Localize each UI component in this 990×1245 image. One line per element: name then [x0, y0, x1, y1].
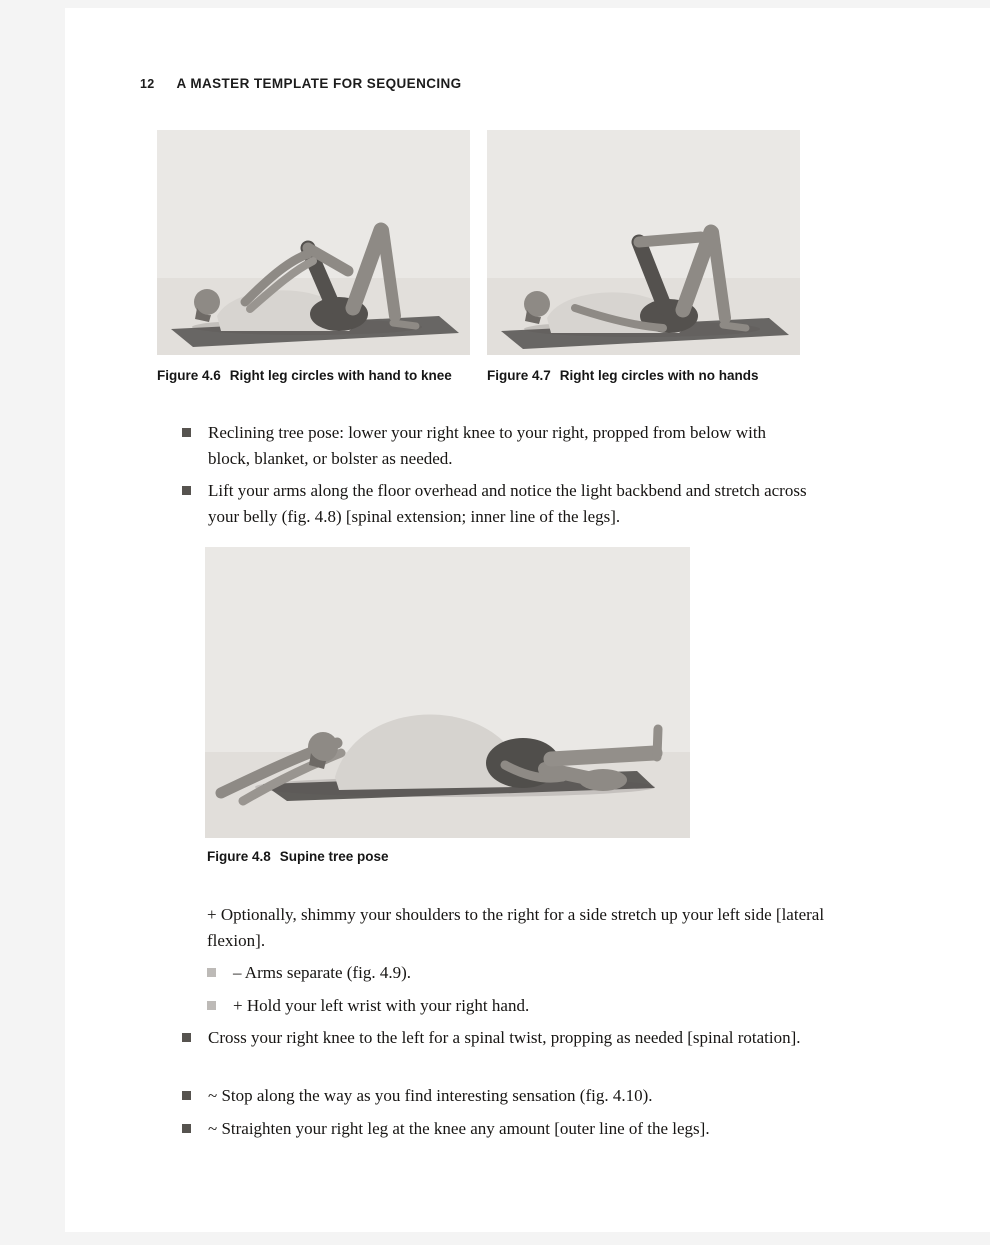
- figure-label: Figure 4.7: [487, 368, 551, 383]
- paragraph-optional-side-stretch: + Optionally, shimmy your shoulders to the right for a side stretch up your left side [lateral flexion].: [207, 905, 825, 950]
- list-item: [182, 478, 808, 530]
- list-item-text: + Hold your left wrist with your right hand.: [233, 996, 530, 1015]
- list-item-text: Reclining tree pose: lower your right knee to your right, propped from below with block, blanket, or bolster as needed.: [208, 423, 767, 468]
- figure-caption-text: Right leg circles with hand to knee: [229, 368, 452, 383]
- book-page: [65, 8, 990, 1232]
- square-bullet-icon: [182, 486, 191, 495]
- square-bullet-icon: [182, 1091, 191, 1100]
- list-item: [182, 1025, 808, 1051]
- sub-list-item: [207, 960, 793, 986]
- list-item: [182, 1116, 808, 1142]
- figure-4-7-illustration: [487, 130, 800, 355]
- figure-4-8-illustration: [205, 547, 690, 838]
- sub-list-item: [207, 993, 793, 1019]
- figure-label: Figure 4.6: [157, 368, 221, 383]
- figure-caption-text: Right leg circles with no hands: [559, 368, 759, 383]
- figure-4-7-caption: [487, 368, 759, 383]
- list-item-text: ~ Stop along the way as you find interesting sensation (fig. 4.10).: [208, 1086, 653, 1105]
- page-number: 12: [140, 77, 155, 91]
- list-item-text: – Arms separate (fig. 4.9).: [233, 963, 411, 982]
- list-item: [182, 420, 808, 472]
- figure-4-6-illustration: [157, 130, 470, 355]
- figure-4-6-photo: [157, 130, 470, 355]
- figure-label: Figure 4.8: [207, 849, 271, 864]
- chapter-title: A MASTER TEMPLATE FOR SEQUENCING: [176, 76, 462, 91]
- square-bullet-icon: [182, 428, 191, 437]
- figure-4-8-photo: [205, 547, 690, 838]
- square-bullet-icon: [207, 968, 216, 977]
- figure-caption-text: Supine tree pose: [279, 849, 389, 864]
- square-bullet-icon: [182, 1124, 191, 1133]
- figure-4-7-photo: [487, 130, 800, 355]
- running-head: [140, 76, 462, 91]
- list-item-text: Cross your right knee to the left for a spinal twist, propping as needed [spinal rotation].: [208, 1028, 801, 1047]
- square-bullet-icon: [207, 1001, 216, 1010]
- square-bullet-icon: [182, 1033, 191, 1042]
- figure-4-6-caption: [157, 368, 452, 383]
- figure-4-8-caption: [207, 849, 389, 864]
- list-item-text: ~ Straighten your right leg at the knee any amount [outer line of the legs].: [208, 1119, 710, 1138]
- list-item-text: Lift your arms along the floor overhead and notice the light backbend and stretch across your belly (fig. 4.8) [spinal extension; inner line of the legs].: [208, 481, 807, 526]
- list-item: [182, 1083, 808, 1109]
